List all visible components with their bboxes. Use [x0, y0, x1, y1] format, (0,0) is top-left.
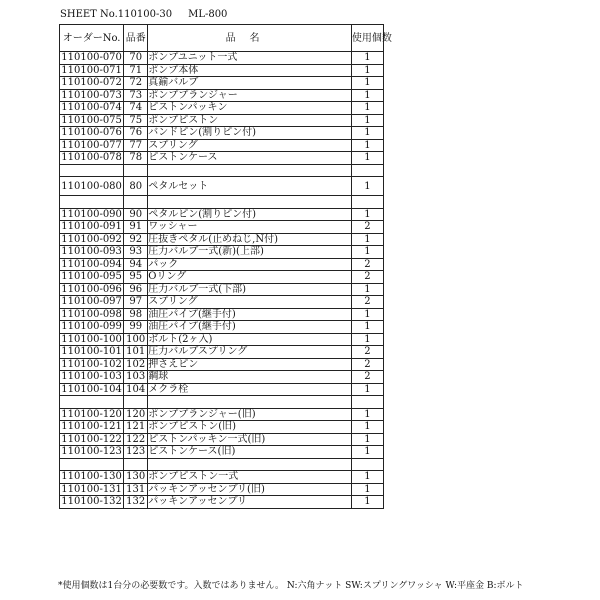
order-number-cell: 110100-098 — [61, 308, 122, 320]
empty-cell — [124, 196, 148, 209]
item-number-cell: 100 — [124, 333, 148, 346]
item-number-cell: 99 — [124, 321, 148, 334]
order-number-cell: 110100-092 — [61, 233, 122, 245]
header-qty: 使用個数 — [351, 25, 383, 52]
sheet-header — [60, 9, 227, 20]
part-name-cell: 油圧パイプ(継手付) — [148, 321, 352, 334]
order-number-cell: 110100-091 — [61, 221, 122, 233]
empty-cell — [351, 458, 383, 471]
model-number: ML-800 — [188, 9, 228, 20]
quantity-cell: 1 — [351, 152, 383, 165]
empty-cell — [351, 196, 383, 209]
order-number-cell: 110100-130 — [61, 471, 122, 483]
table-row — [60, 139, 384, 152]
order-number-cell: 110100-097 — [61, 296, 122, 308]
part-name-cell: ピストンパッキン — [148, 102, 352, 115]
item-number-cell: 96 — [124, 283, 148, 296]
item-number-cell: 70 — [124, 52, 148, 65]
part-name-cell: ピストンケース(旧) — [148, 446, 352, 459]
order-number-cell: 110100-090 — [61, 208, 122, 220]
table-row — [60, 471, 384, 484]
empty-cell — [351, 164, 383, 177]
quantity-cell: 1 — [351, 89, 383, 102]
table-row — [60, 296, 384, 309]
table-row — [60, 283, 384, 296]
quantity-cell: 1 — [351, 421, 383, 434]
part-name-cell: 真鍮バルブ — [148, 77, 352, 90]
table-row — [60, 64, 384, 77]
table-row — [60, 52, 384, 65]
part-name-cell: 鋼球 — [148, 371, 352, 384]
quantity-cell: 2 — [351, 221, 383, 234]
part-name-cell: ポンププランジャー — [148, 89, 352, 102]
table-row — [60, 271, 384, 284]
empty-cell — [60, 458, 124, 471]
order-number-cell: 110100-074 — [61, 102, 122, 114]
item-number-cell: 120 — [124, 408, 148, 421]
table-row — [60, 321, 384, 334]
quantity-cell: 1 — [351, 471, 383, 484]
table-spacer-row — [60, 164, 384, 177]
table-spacer-row — [60, 458, 384, 471]
order-number-cell: 110100-101 — [61, 346, 122, 358]
item-number-cell: 98 — [124, 308, 148, 321]
table-row — [60, 246, 384, 259]
order-number-cell: 110100-070 — [61, 52, 122, 64]
part-name-cell: 圧力バルブ一式(下部) — [148, 283, 352, 296]
item-number-cell: 76 — [124, 127, 148, 140]
empty-cell — [60, 396, 124, 409]
order-number-cell: 110100-080 — [60, 177, 124, 196]
item-number-cell: 94 — [124, 258, 148, 271]
item-number-cell: 104 — [124, 383, 148, 396]
quantity-cell: 1 — [351, 127, 383, 140]
table-row — [60, 152, 384, 165]
item-number-cell: 95 — [124, 271, 148, 284]
table-spacer-row — [60, 396, 384, 409]
item-number-cell: 131 — [124, 483, 148, 496]
quantity-cell: 2 — [351, 346, 383, 359]
empty-cell — [60, 164, 124, 177]
table-row — [60, 483, 384, 496]
order-number-cell: 110100-073 — [61, 89, 122, 101]
empty-cell — [124, 396, 148, 409]
table-row — [60, 383, 384, 396]
quantity-cell: 1 — [351, 233, 383, 246]
sheet-number: SHEET No.110100-30 — [60, 9, 173, 20]
quantity-cell: 1 — [351, 114, 383, 127]
order-number-cell: 110100-096 — [61, 283, 122, 295]
order-number-cell: 110100-075 — [61, 114, 122, 126]
item-number-cell: 71 — [124, 64, 148, 77]
quantity-cell: 1 — [351, 102, 383, 115]
order-number-cell: 110100-121 — [61, 421, 122, 433]
part-name-cell: 押さえピン — [148, 358, 352, 371]
order-number-cell: 110100-131 — [61, 483, 122, 495]
item-number-cell: 78 — [124, 152, 148, 165]
item-number-cell: 72 — [124, 77, 148, 90]
item-number-cell: 103 — [124, 371, 148, 384]
part-name-cell: パッキンアッセンブリ — [148, 496, 352, 509]
table-row — [60, 421, 384, 434]
part-name-cell: ポンプ本体 — [148, 64, 352, 77]
order-number-cell: 110100-093 — [61, 246, 122, 258]
table-row — [60, 446, 384, 459]
quantity-cell: 2 — [351, 371, 383, 384]
quantity-cell: 1 — [351, 139, 383, 152]
item-number-cell: 97 — [124, 296, 148, 309]
part-name-cell: メクラ栓 — [148, 383, 352, 396]
item-number-cell: 123 — [124, 446, 148, 459]
part-name-cell: 圧力バルブ一式(新)(上部) — [148, 246, 352, 259]
table-row — [60, 127, 384, 140]
quantity-cell: 1 — [351, 64, 383, 77]
table-row — [60, 77, 384, 90]
order-number-cell: 110100-072 — [61, 77, 122, 89]
table-row — [60, 333, 384, 346]
item-number-cell: 80 — [124, 177, 148, 196]
quantity-cell: 1 — [351, 483, 383, 496]
quantity-cell: 1 — [351, 446, 383, 459]
quantity-cell: 2 — [351, 271, 383, 284]
part-name-cell: ペタルピン(割りピン付) — [148, 208, 352, 221]
part-name-cell: ポンプピストン一式 — [148, 471, 352, 484]
quantity-cell: 1 — [351, 333, 383, 346]
table-row — [60, 177, 384, 196]
quantity-cell: 1 — [351, 383, 383, 396]
header-order-no: オーダーNo. — [60, 25, 124, 52]
order-number-cell: 110100-099 — [61, 321, 122, 333]
item-number-cell: 75 — [124, 114, 148, 127]
order-number-cell: 110100-071 — [61, 64, 122, 76]
quantity-cell: 1 — [351, 283, 383, 296]
quantity-cell: 1 — [351, 208, 383, 221]
empty-cell — [60, 196, 124, 209]
table-row — [60, 358, 384, 371]
part-name-cell: バンドピン(割りピン付) — [148, 127, 352, 140]
order-number-cell: 110100-122 — [61, 433, 122, 445]
table-row — [60, 102, 384, 115]
item-number-cell: 122 — [124, 433, 148, 446]
empty-cell — [351, 396, 383, 409]
quantity-cell: 1 — [351, 52, 383, 65]
empty-cell — [148, 458, 352, 471]
table-row — [60, 208, 384, 221]
order-number-cell: 110100-120 — [61, 408, 122, 420]
quantity-cell: 1 — [351, 177, 383, 196]
table-row — [60, 346, 384, 359]
part-name-cell: スプリング — [148, 296, 352, 309]
quantity-cell: 1 — [351, 433, 383, 446]
footnote: *使用個数は1台分の必要数です。入数ではありません。 N:六角ナット SW:スプリングワッシャ W:平座金 B:ボルト — [58, 581, 524, 591]
part-name-cell: ペタルセット — [148, 177, 352, 196]
part-name-cell: ポンプピストン(旧) — [148, 421, 352, 434]
order-number-cell: 110100-077 — [61, 139, 122, 151]
item-number-cell: 102 — [124, 358, 148, 371]
table-row — [60, 496, 384, 509]
order-number-cell: 110100-123 — [61, 446, 122, 458]
quantity-cell: 1 — [351, 408, 383, 421]
quantity-cell: 2 — [351, 296, 383, 309]
table-row — [60, 89, 384, 102]
part-name-cell: 油圧パイプ(継手付) — [148, 308, 352, 321]
item-number-cell: 132 — [124, 496, 148, 509]
table-row — [60, 233, 384, 246]
item-number-cell: 101 — [124, 346, 148, 359]
header-item-no: 品番 — [124, 25, 148, 52]
part-name-cell: ポンプピストン — [148, 114, 352, 127]
quantity-cell: 1 — [351, 496, 383, 509]
part-name-cell: Oリング — [148, 271, 352, 284]
quantity-cell: 1 — [351, 321, 383, 334]
order-number-cell: 110100-103 — [61, 371, 122, 383]
part-name-cell: ワッシャー — [148, 221, 352, 234]
table-spacer-row — [60, 196, 384, 209]
table-row — [60, 308, 384, 321]
item-number-cell: 74 — [124, 102, 148, 115]
order-number-cell: 110100-095 — [61, 271, 122, 283]
part-name-cell: ボルト(2ヶ入) — [148, 333, 352, 346]
part-name-cell: ポンプユニット一式 — [148, 52, 352, 65]
empty-cell — [148, 164, 352, 177]
item-number-cell: 121 — [124, 421, 148, 434]
item-number-cell: 91 — [124, 221, 148, 234]
table-row — [60, 221, 384, 234]
table-row — [60, 371, 384, 384]
quantity-cell: 1 — [351, 246, 383, 259]
item-number-cell: 90 — [124, 208, 148, 221]
table-header-row — [60, 25, 384, 52]
item-number-cell: 77 — [124, 139, 148, 152]
parts-table-body — [60, 52, 384, 509]
empty-cell — [148, 396, 352, 409]
item-number-cell: 93 — [124, 246, 148, 259]
part-name-cell: 圧力バルブスプリング — [148, 346, 352, 359]
empty-cell — [148, 196, 352, 209]
empty-cell — [124, 164, 148, 177]
part-name-cell: ピストンケース — [148, 152, 352, 165]
item-number-cell: 130 — [124, 471, 148, 484]
quantity-cell: 1 — [351, 77, 383, 90]
order-number-cell: 110100-104 — [61, 383, 122, 395]
part-name-cell: パック — [148, 258, 352, 271]
order-number-cell: 110100-100 — [61, 333, 122, 345]
table-row — [60, 114, 384, 127]
empty-cell — [124, 458, 148, 471]
order-number-cell: 110100-102 — [61, 358, 122, 370]
quantity-cell: 2 — [351, 258, 383, 271]
item-number-cell: 73 — [124, 89, 148, 102]
table-row — [60, 408, 384, 421]
part-name-cell: パッキンアッセンブリ(旧) — [148, 483, 352, 496]
order-number-cell: 110100-132 — [61, 496, 122, 508]
header-name: 品名 — [148, 25, 352, 52]
parts-table — [59, 24, 392, 509]
table-row — [60, 433, 384, 446]
table-row — [60, 258, 384, 271]
order-number-cell: 110100-076 — [61, 127, 122, 139]
item-number-cell: 92 — [124, 233, 148, 246]
quantity-cell: 2 — [351, 358, 383, 371]
part-name-cell: ピストンパッキン一式(旧) — [148, 433, 352, 446]
order-number-cell: 110100-094 — [61, 258, 122, 270]
part-name-cell: スプリング — [148, 139, 352, 152]
order-number-cell: 110100-078 — [61, 152, 122, 164]
part-name-cell: 圧抜きペタル(止めねじ,N付) — [148, 233, 352, 246]
quantity-cell: 1 — [351, 308, 383, 321]
part-name-cell: ポンププランジャー(旧) — [148, 408, 352, 421]
